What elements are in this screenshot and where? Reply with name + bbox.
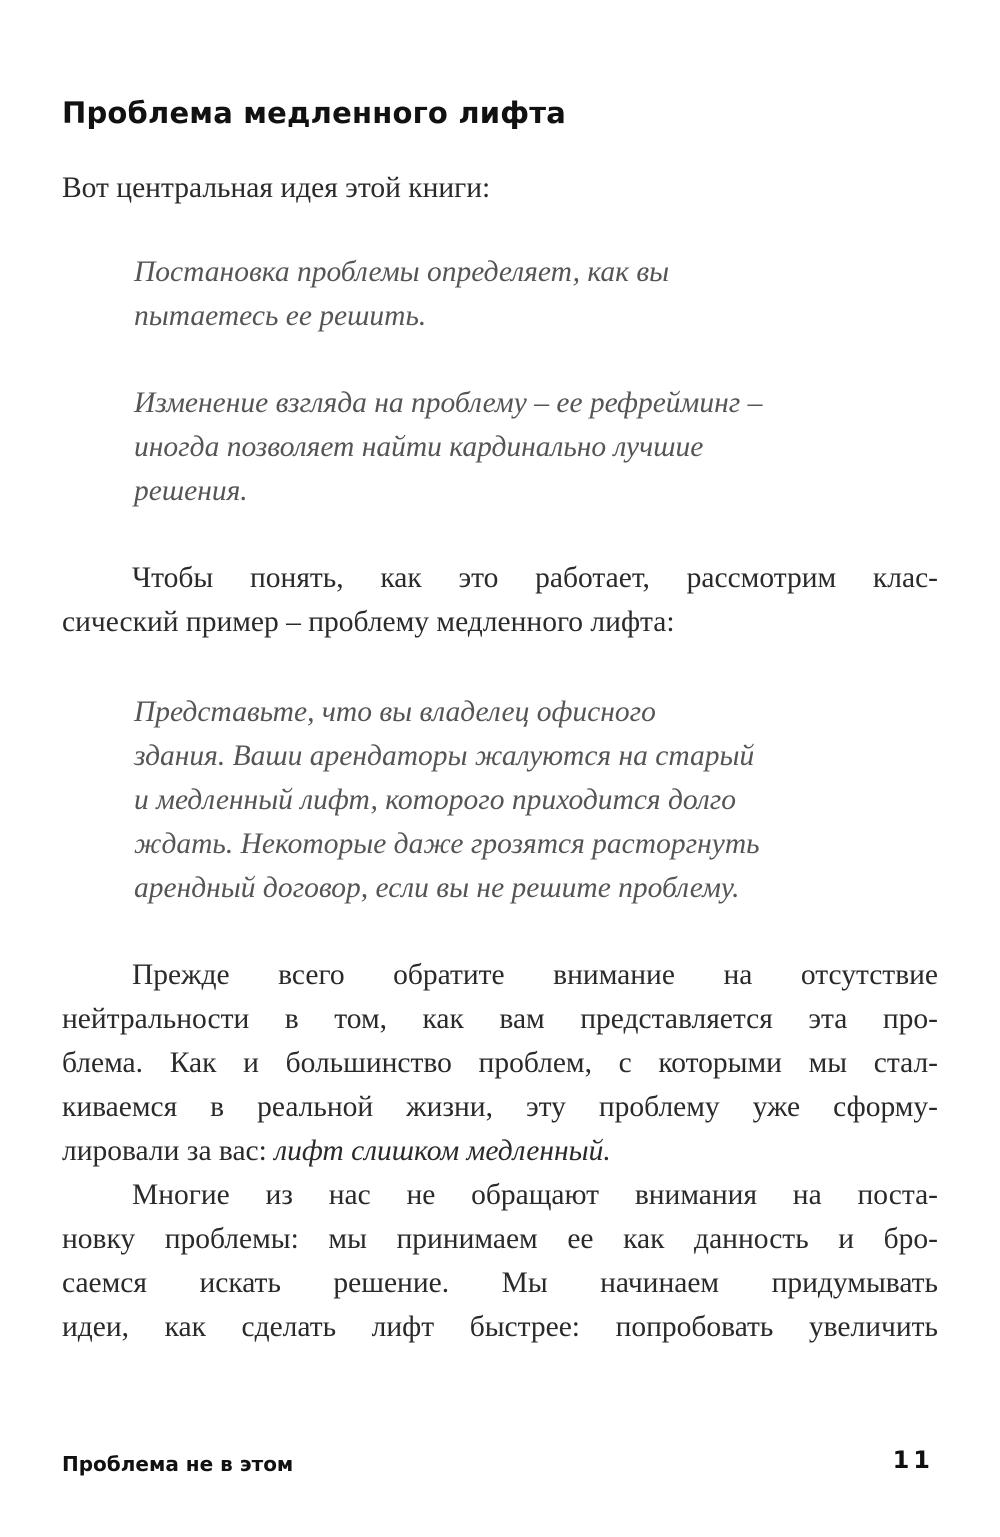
running-footer-title: Проблема не в этом	[62, 1452, 294, 1476]
quote-line: и медленный лифт, которого приходится долго	[134, 784, 737, 816]
paragraph-line: киваемся в реальной жизни, эту проблему уже сформу-	[62, 1091, 938, 1123]
quote-line: решения.	[134, 475, 248, 507]
paragraph-classic-example	[62, 556, 938, 644]
quote-line: Постановка проблемы определяет, как вы	[134, 256, 670, 288]
last-line-start: лировали за вас:	[62, 1135, 275, 1167]
quote-line: ждать. Некоторые даже грозятся расторгнуть	[134, 828, 760, 860]
paragraph-line: сический пример – проблему медленного лифта:	[62, 606, 675, 638]
quote-line: здания. Ваши арендаторы жалуются на старый	[134, 740, 755, 772]
paragraph-solution-seeking	[62, 1173, 938, 1349]
paragraph-neutrality	[62, 953, 938, 1173]
quote-line: Изменение взгляда на проблему – ее рефрейминг –	[134, 387, 763, 419]
quote-line: Представьте, что вы владелец офисного	[134, 696, 656, 728]
quote-problem-framing	[134, 250, 669, 338]
paragraph-line: Прежде всего обратите внимание на отсутствие	[132, 959, 938, 991]
quote-line: арендный договор, если вы не решите проблему.	[134, 872, 740, 904]
intro-paragraph	[62, 166, 490, 210]
page-number: 11	[892, 1446, 934, 1474]
paragraph-line: Чтобы понять, как это работает, рассмотрим клас-	[132, 562, 938, 594]
quote-elevator-scenario	[134, 690, 760, 910]
paragraph-last-line	[62, 1129, 938, 1173]
paragraph-line: нейтральности в том, как вам представляется эта про-	[62, 1003, 938, 1035]
paragraph-line: блема. Как и большинство проблем, с которыми мы стал-	[62, 1047, 938, 1079]
section-heading: Проблема медленного лифта	[62, 96, 567, 130]
paragraph-line: идеи, как сделать лифт быстрее: попробовать увеличить	[62, 1311, 938, 1343]
paragraph-line: новку проблемы: мы принимаем ее как данность и бро-	[62, 1223, 938, 1255]
quote-line: иногда позволяет найти кардинально лучшие	[134, 431, 704, 463]
quote-reframing	[134, 381, 762, 513]
paragraph-line: Многие из нас не обращают внимания на поста-	[132, 1179, 938, 1211]
quote-line: пытаетесь ее решить.	[134, 300, 427, 332]
last-line-emphasis: лифт слишком медленный.	[274, 1135, 611, 1167]
intro-line: Вот центральная идея этой книги:	[62, 172, 491, 204]
paragraph-line: саемся искать решение. Мы начинаем придумывать	[62, 1267, 938, 1299]
